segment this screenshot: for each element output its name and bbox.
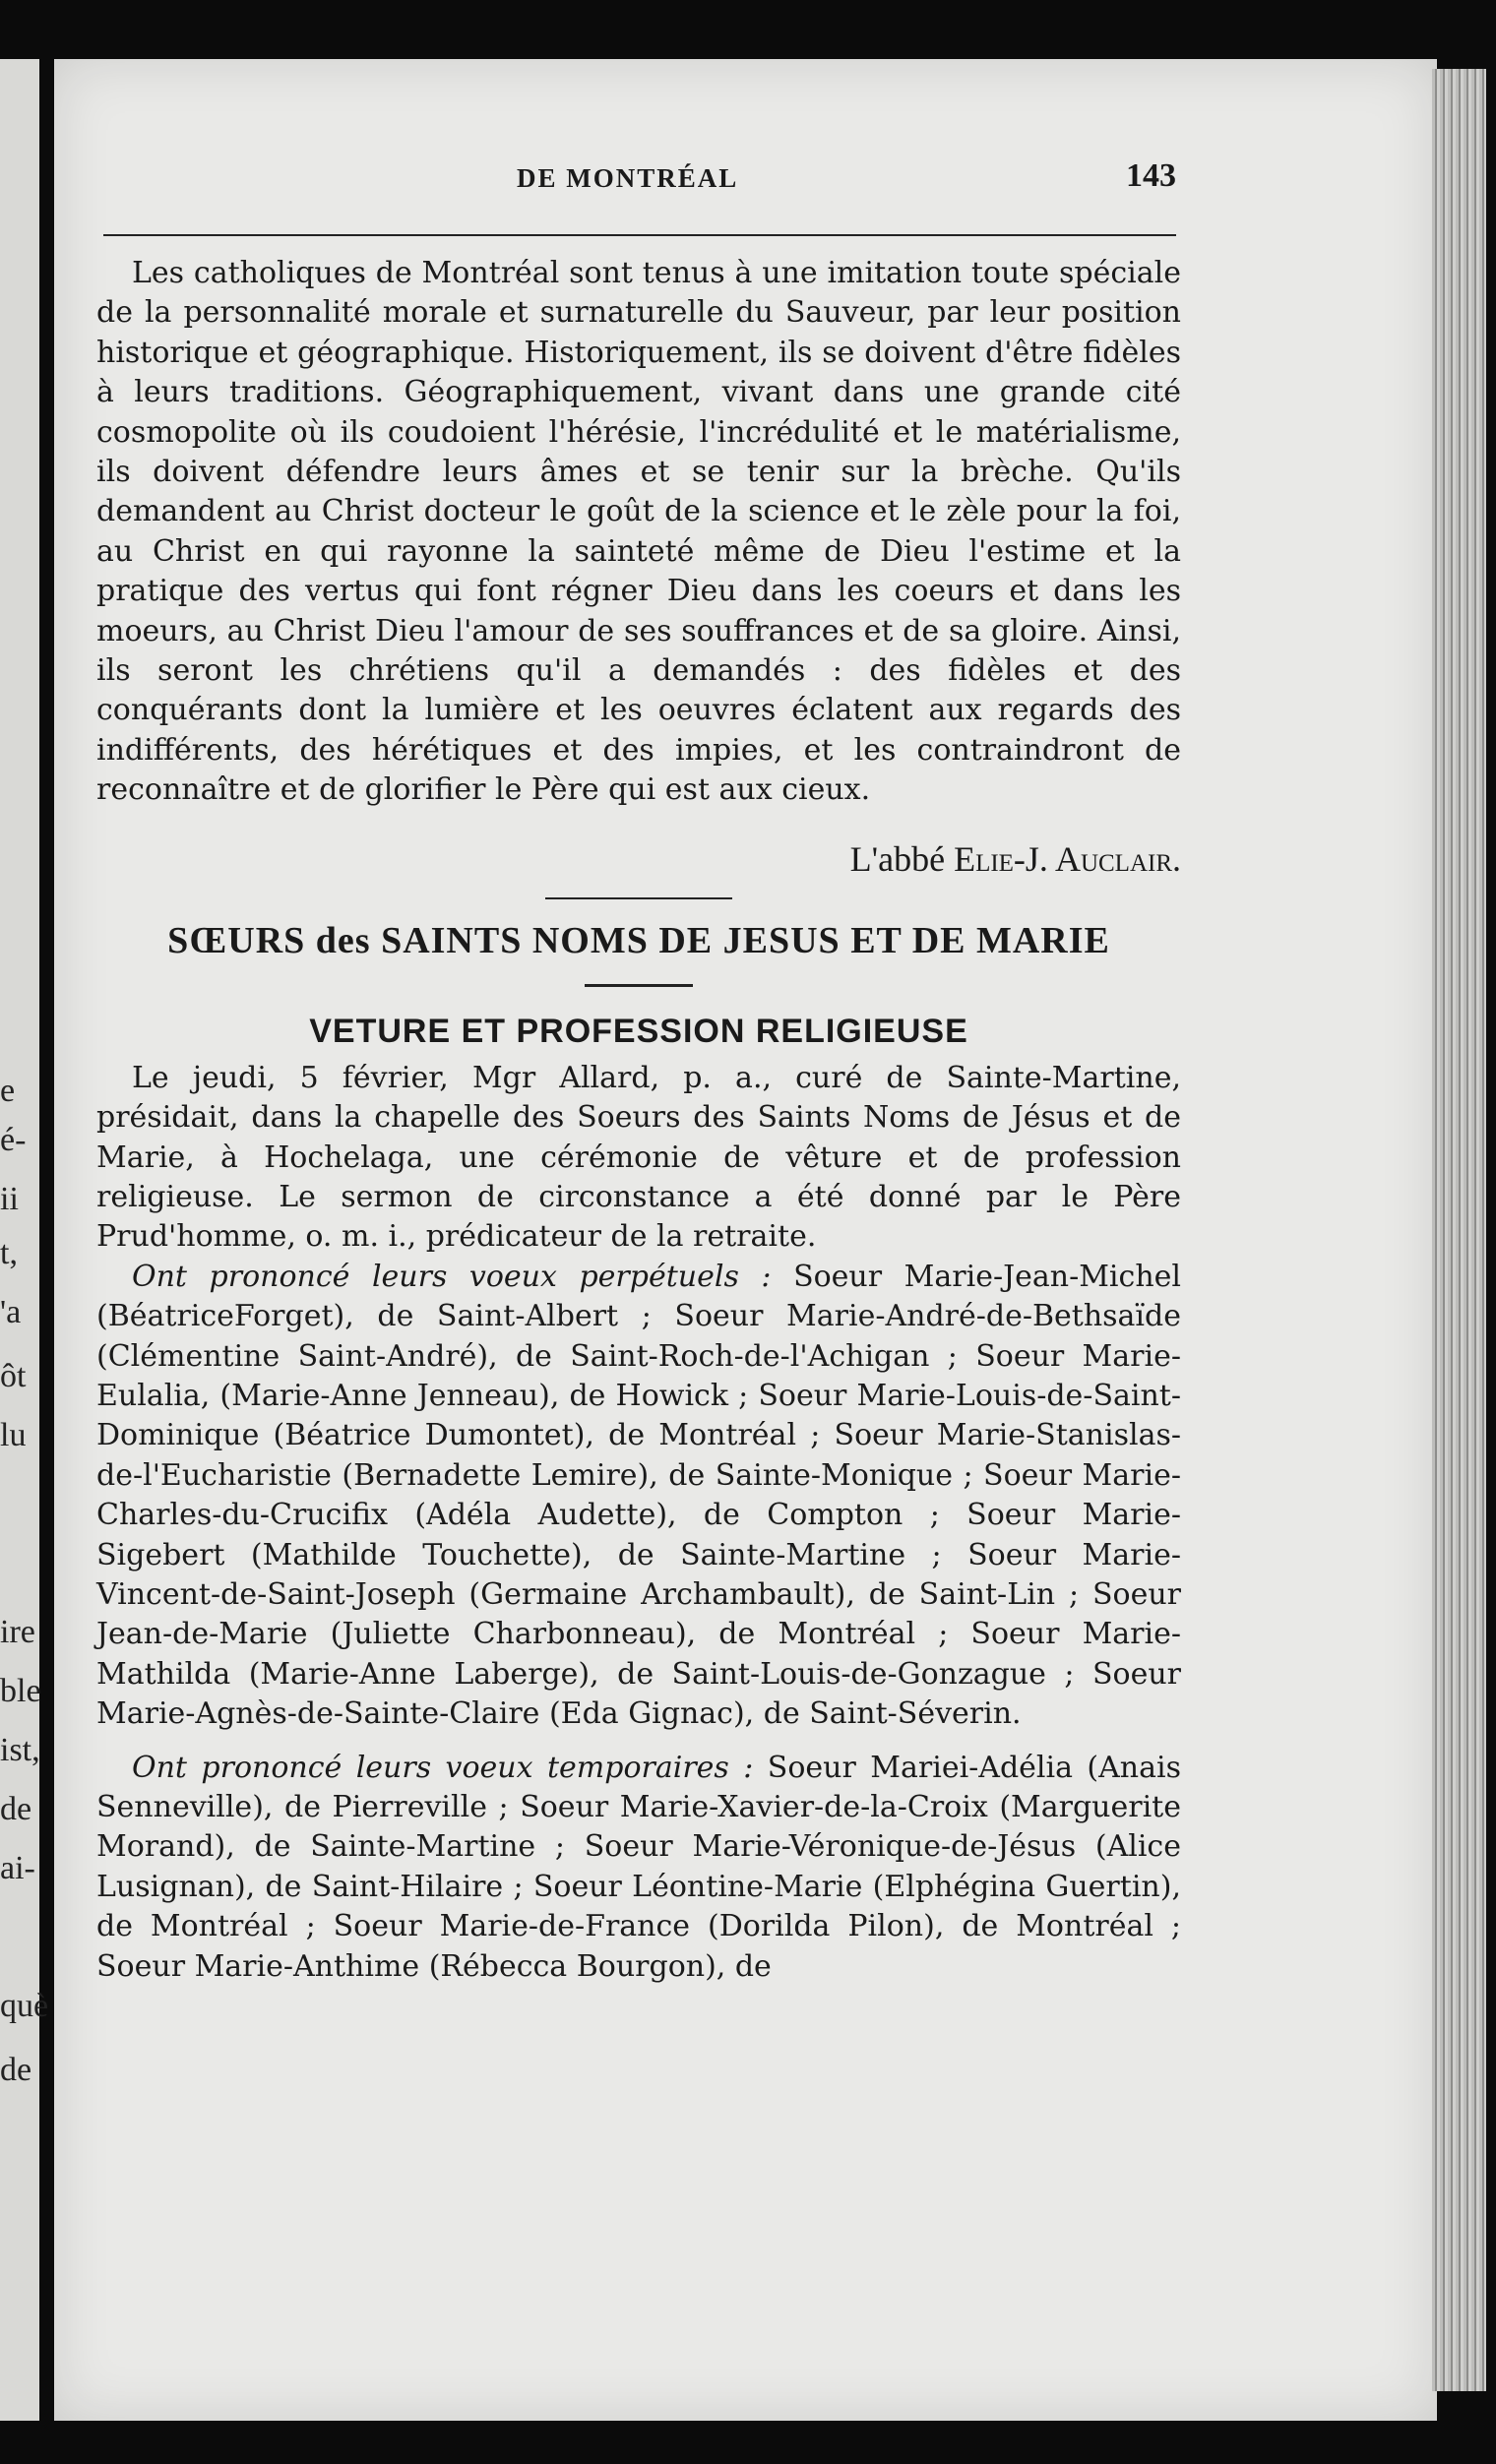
margin-fragment: e <box>0 1073 16 1109</box>
margin-fragment: t, <box>0 1235 18 1271</box>
article-paragraph: Les catholiques de Montréal sont tenus à une imitation toute spéciale de la personnalité morale et surnaturelle du Sauveur, par leur position historique et géographique. Historiquement, ils se doivent d'être fidèles à leurs traditions. Géographiquement, vivant dans une grande cité cosmopolite où ils coudoient l'hérésie, l'incrédulité et le matérialisme, ils doivent défendre leurs âmes et se tenir sur la brèche. Qu'ils demandent au Christ docteur le goût de la science et le zèle pour la foi, au Christ en qui rayonne la sainteté même de Dieu l'estime et la pratique des vertus qui font régner Dieu dans les coeurs et dans les moeurs, au Christ Dieu l'amour de ses souffrances et de sa gloire. Ainsi, ils seront les chrétiens qu'il a demandés : des fidèles et des conquérants dont la lumière et les oeuvres éclatent aux regards des indifférents, des hérétiques et des impies, et les contraindront de reconnaître et de glorifier le Père qui est aux cieux. <box>96 256 1181 808</box>
signature <box>96 838 1181 880</box>
temporary-vows-paragraph <box>96 1749 1181 1987</box>
intro-paragraph: Le jeudi, 5 février, Mgr Allard, p. a., curé de Sainte-Martine, présidait, dans la chapelle des Soeurs des Saints Noms de Jésus et de Marie, à Hochelaga, une cérémonie de vêture et de profession religieuse. Le sermon de circonstance a été donné par le Père Prud'homme, o. m. i., prédicateur de la retraite. <box>96 1060 1181 1255</box>
perpetual-vows-text: Soeur Marie-Jean-Michel (BéatriceForget), de Saint-Albert ; Soeur Marie-André-de-Bethsaïde (Clémentine Saint-André), de Saint-Roch-de-l'Achigan ; Soeur Marie-Eulalia, (Marie-Anne Jenneau), de Howick ; Soeur Marie-Louis-de-Saint-Dominique (Béatrice Dumontet), de Montréal ; Soeur Marie-Stanislas-de-l'Eucharistie (Bernadette Lemire), de Sainte-Monique ; Soeur Marie-Charles-du-Crucifix (Adéla Audette), de Compton ; Soeur Marie-Sigebert (Mathilde Touchette), de Sainte-Martine ; Soeur Marie-Vincent-de-Saint-Joseph (Germaine Archambault), de Saint-Lin ; Soeur Jean-de-Marie (Juliette Charbonneau), de Montréal ; Soeur Marie-Mathilda (Marie-Anne Laberge), de Saint-Louis-de-Gonzague ; Soeur Marie-Agnès-de-Sainte-Claire (Eda Gignac), de Saint-Séverin. <box>96 1259 1181 1732</box>
page-number: 143 <box>1126 157 1176 194</box>
page-body <box>96 254 1181 1987</box>
signature-name: Elie-J. Auclair. <box>954 838 1181 879</box>
page-header <box>103 157 1176 207</box>
section-title: SŒURS des SAINTS NOMS DE JESUS ET DE MARIE <box>167 919 1110 961</box>
signature-prefix: L'abbé <box>849 838 955 879</box>
page-edges <box>1432 69 1486 2391</box>
header-rule <box>103 234 1176 236</box>
margin-fragment: é- <box>0 1122 27 1158</box>
running-head: DE MONTRÉAL <box>517 163 739 193</box>
margin-fragment: ii <box>0 1181 19 1217</box>
subsection-title: VETURE ET PROFESSION RELIGIEUSE <box>309 1012 968 1050</box>
title-divider <box>585 984 693 987</box>
adjacent-page-strip <box>0 59 49 2421</box>
margin-fragment: 'a <box>0 1294 22 1330</box>
perpetual-vows-paragraph <box>96 1258 1181 1735</box>
section-divider <box>545 897 732 899</box>
perpetual-vows-label: Ont prononcé leurs voeux perpétuels : <box>132 1259 772 1294</box>
margin-fragment: ôt <box>0 1358 27 1394</box>
margin-fragment: què <box>0 1988 49 2024</box>
temporary-vows-label: Ont prononcé leurs voeux temporaires : <box>132 1750 754 1785</box>
margin-fragment: ist, <box>0 1732 40 1768</box>
margin-fragment: ble <box>0 1673 41 1709</box>
margin-fragment: ai- <box>0 1850 35 1886</box>
temporary-vows-text: Soeur Mariei-Adélia (Anais Senneville), de Pierreville ; Soeur Marie-Xavier-de-la-Croix (Marguerite Morand), de Sainte-Martine ; Soeur Marie-Véronique-de-Jésus (Alice Lusignan), de Saint-Hilaire ; Soeur Léontine-Marie (Elphégina Guertin), de Montréal ; Soeur Marie-de-France (Dorilda Pilon), de Montréal ; Soeur Marie-Anthime (Rébecca Bourgon), de <box>96 1750 1181 1984</box>
margin-fragment: de <box>0 2052 32 2088</box>
margin-fragment: de <box>0 1791 32 1827</box>
margin-fragment: lu <box>0 1417 27 1453</box>
margin-fragment: ire <box>0 1614 35 1650</box>
